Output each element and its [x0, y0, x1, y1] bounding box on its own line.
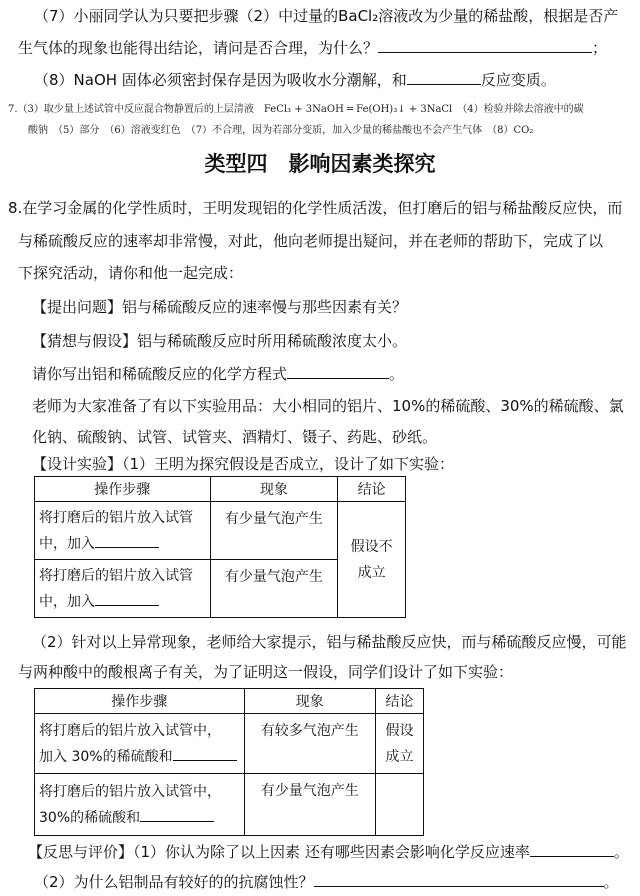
table2-header-conclusion: 结论: [376, 689, 424, 714]
reflect2-text: （2）为什么铝制品有较好的的抗腐蚀性？: [34, 873, 314, 891]
q7-line-2-text: 生气体的现象也能得出结论，请问是否合理，为什么？: [18, 39, 379, 57]
table2-conclusion-b: 成立: [385, 748, 414, 765]
table1-row2-step: [35, 560, 211, 618]
table1-conclusion-a: 假设不: [350, 538, 393, 555]
reflect-end: 。: [613, 843, 629, 861]
table2-row1-step-a: 将打磨后的铝片放入试管中，: [39, 722, 221, 739]
table1-row2-blank[interactable]: [95, 592, 159, 606]
equation-prompt-text: 请你写出铝和稀硫酸反应的化学方程式: [32, 365, 288, 383]
p2-line-2: 与两种酸中的酸根离子有关，为了证明这一假设，同学们设计了如下实验：: [18, 663, 514, 681]
reflect-blank[interactable]: [530, 843, 614, 857]
materials-line-2: 化钠、硫酸钠、试管、试管夹、酒精灯、镊子、药匙、砂纸。: [32, 428, 438, 446]
table1-row2-step-a: 将打磨后的铝片放入试管: [39, 567, 193, 584]
table1-row2-step-b: 中，加入: [39, 593, 95, 610]
q7-line-1: （7）小丽同学认为只要把步骤（2）中过量的BaCl₂溶液改为少量的稀盐酸，根据是否产: [34, 7, 619, 25]
design-line: 【设计实验】（1）王明为探究假设是否成立，设计了如下实验：: [32, 455, 455, 473]
question-label: 【提出问题】铝与稀硫酸反应的速率慢与那些因素有关？: [32, 298, 408, 316]
table1-row2-phenomenon: 有少量气泡产生: [210, 560, 338, 618]
table2-header-phenomenon: 现象: [244, 689, 376, 714]
q8-text: （8）NaOH 固体必须密封保存是因为吸收水分潮解，和: [34, 71, 407, 89]
reflect2-line: [34, 872, 619, 892]
table2-header-step: 操作步骤: [35, 689, 245, 714]
reflect-text: 【反思与评价】（1）你认为除了以上因素 还有哪些因素会影响化学反应速率: [28, 843, 530, 861]
table2-conclusion: [376, 714, 424, 774]
table2-row1-blank[interactable]: [173, 747, 237, 761]
section-title: 类型四 影响因素类探究: [204, 152, 436, 176]
equation-prompt: [32, 364, 404, 384]
experiment-table-1: [34, 476, 406, 618]
reflect2-blank[interactable]: [314, 873, 604, 887]
table1-row1-step-b-line: [39, 531, 206, 557]
q8-answer-blank[interactable]: [407, 71, 481, 85]
q7-line-2-end: ；: [592, 39, 608, 57]
answer-key-line-1: 7.（3）取少量上述试管中反应混合物静置后的上层清液 FeCl₃ + 3NaOH ═ Fe(OH)₃↓ + 3NaCl （4）检验并除去溶液中的碳: [8, 104, 584, 115]
table2-row1-step-b: 加入 30%的稀硫酸和: [39, 748, 173, 765]
q7-answer-blank[interactable]: [378, 39, 592, 53]
q7-line-2: [18, 38, 607, 58]
table1-header-conclusion: 结论: [338, 477, 406, 502]
q8-line: [34, 70, 556, 90]
materials-line-1: 老师为大家准备了有以下实验用品：大小相同的铝片、10%的稀硫酸、30%的稀硫酸、氯: [32, 397, 624, 415]
table2-row2-step-a: 将打磨后的铝片放入试管中，: [39, 783, 221, 800]
table2-row2-step: [35, 774, 245, 836]
table1-conclusion: [338, 502, 406, 618]
table2-row2-phenomenon: 有少量气泡产生: [244, 774, 376, 836]
answer-key-line-2: 酸钠 （5）部分 （6）溶液变红色 （7）不合理，因为若部分变质，加入少量的稀盐酸也不会产生气体 （8）CO₂: [28, 125, 534, 136]
experiment-table-2: [34, 688, 424, 836]
table2-row2-blank[interactable]: [140, 808, 214, 822]
equation-end: 。: [389, 365, 405, 383]
table1-row1-step: [35, 502, 211, 560]
table2-row2-conclusion-empty: [376, 774, 424, 836]
p8-line-1: 8.在学习金属的化学性质时，王明发现铝的化学性质活泼，但打磨后的铝与稀盐酸反应快，而: [8, 199, 623, 217]
table2-row2-step-b: 30%的稀硫酸和: [39, 809, 141, 826]
table1-row2-step-b-line: [39, 589, 206, 615]
table1-row1-step-b: 中，加入: [39, 535, 95, 552]
table2-row1-phenomenon: 有较多气泡产生: [244, 714, 376, 774]
table2-row1-step-b-line: [39, 744, 240, 770]
p2-line-1: （2）针对以上异常现象，老师给大家提示，铝与稀盐酸反应快，而与稀硫酸反应慢，可能: [32, 633, 627, 651]
table1-row1-phenomenon: 有少量气泡产生: [210, 502, 338, 560]
table1-header-step: 操作步骤: [35, 477, 211, 502]
hypothesis-label: 【猜想与假设】铝与稀硫酸反应时所用稀硫酸浓度太小。: [32, 332, 408, 350]
p8-line-3: 下探究活动，请你和他一起完成：: [18, 264, 244, 282]
reflect2-end: 。: [603, 873, 619, 891]
table2-row2-step-b-line: [39, 805, 240, 831]
table1-conclusion-b: 成立: [357, 564, 386, 581]
table1-row1-blank[interactable]: [95, 534, 159, 548]
table2-row1-step: [35, 714, 245, 774]
p8-line-2: 与稀硫酸反应的速率却非常慢，对此，他向老师提出疑问，并在老师的帮助下，完成了以: [18, 232, 604, 250]
equation-blank[interactable]: [287, 365, 389, 379]
table1-header-phenomenon: 现象: [210, 477, 338, 502]
table2-conclusion-a: 假设: [385, 722, 414, 739]
table1-row1-step-a: 将打磨后的铝片放入试管: [39, 509, 193, 526]
q8-end: 反应变质。: [480, 71, 556, 89]
reflect-line: [28, 842, 629, 862]
